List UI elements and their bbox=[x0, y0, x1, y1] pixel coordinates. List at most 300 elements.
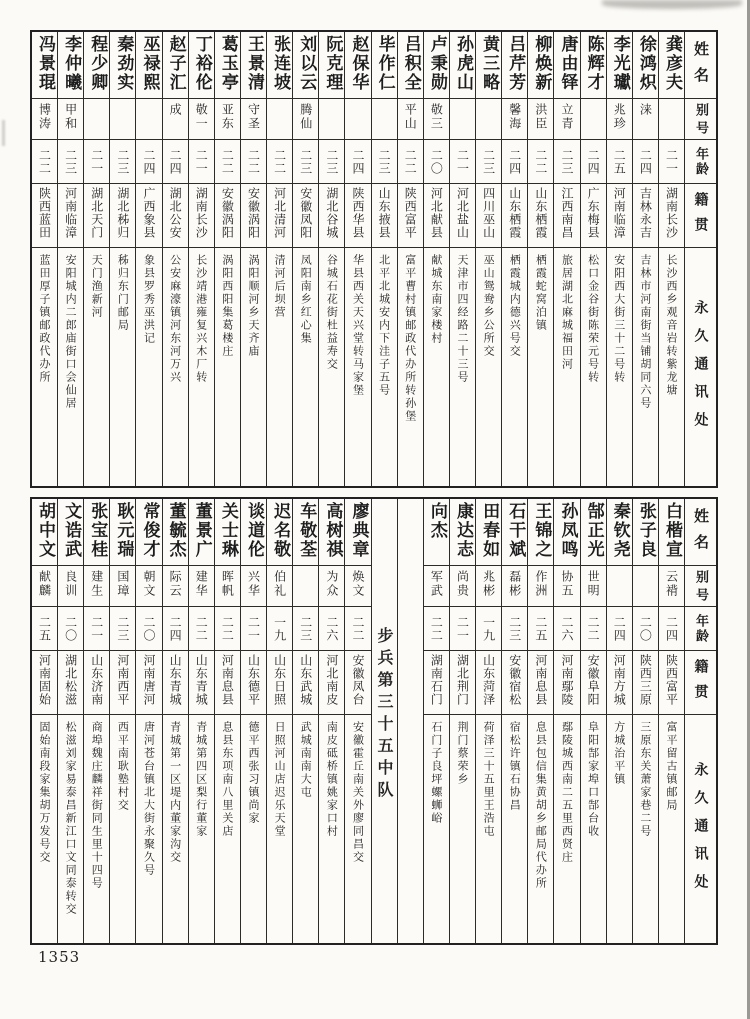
person-native-place: 湖北谷城 bbox=[319, 184, 344, 248]
person-name: 王锦之 bbox=[528, 499, 553, 566]
person-address: 鄢陵城西南二五里西贤庄 bbox=[560, 721, 574, 864]
person-age: 二六 bbox=[554, 607, 579, 651]
person-column bbox=[214, 499, 240, 943]
person-column bbox=[397, 32, 423, 486]
person-alias bbox=[372, 99, 397, 140]
header-alias: 别号 bbox=[685, 99, 716, 140]
person-native-place: 湖南长沙 bbox=[659, 184, 684, 248]
person-address: 石门子良坪螺蛳峪 bbox=[429, 721, 443, 825]
person-column bbox=[83, 499, 109, 943]
person-column bbox=[135, 32, 161, 486]
person-address: 息县包信集黄胡乡邮局代办所 bbox=[534, 721, 548, 890]
person-column bbox=[188, 32, 214, 486]
person-address: 栖霞蛇窝泊镇 bbox=[534, 254, 548, 332]
person-name: 冯景琨 bbox=[32, 32, 57, 99]
person-alias bbox=[659, 99, 684, 140]
person-name: 唐由铎 bbox=[554, 32, 579, 99]
person-native-place: 山东栖霞 bbox=[528, 184, 553, 248]
person-name: 郜正光 bbox=[581, 499, 606, 566]
person-name: 巫禄熙 bbox=[136, 32, 161, 99]
person-age: 二二 bbox=[189, 607, 214, 651]
person-name: 耿元瑞 bbox=[110, 499, 135, 566]
person-column bbox=[318, 32, 344, 486]
person-address: 秭归东门邮局 bbox=[116, 254, 130, 332]
person-column bbox=[32, 32, 57, 486]
person-column bbox=[83, 32, 109, 486]
header-address: 永久通讯处 bbox=[692, 762, 709, 902]
person-column bbox=[292, 32, 318, 486]
header-column bbox=[684, 32, 716, 486]
person-alias: 协五 bbox=[554, 566, 579, 607]
person-address: 巫山鸳鸯乡公所交 bbox=[482, 254, 496, 358]
person-alias bbox=[476, 99, 501, 140]
person-alias: 平山 bbox=[398, 99, 423, 140]
header-address: 永久通讯处 bbox=[692, 300, 709, 440]
person-name: 柳焕新 bbox=[528, 32, 553, 99]
person-name: 程少卿 bbox=[84, 32, 109, 99]
header-age: 年龄 bbox=[685, 607, 716, 651]
person-address: 栖霞城内德兴号交 bbox=[508, 254, 522, 358]
person-alias bbox=[581, 99, 606, 140]
person-address: 天津市四经路二十三号 bbox=[455, 254, 469, 384]
person-age: 二五 bbox=[528, 607, 553, 651]
person-address: 富平曹村镇邮政代办所转孙堡 bbox=[403, 254, 417, 423]
person-alias: 兴华 bbox=[241, 566, 266, 607]
person-age: 二三 bbox=[372, 140, 397, 184]
person-name: 车敬荃 bbox=[293, 499, 318, 566]
person-address: 唐河苍台镇北大街永聚久号 bbox=[142, 721, 156, 877]
person-alias: 焕文 bbox=[345, 566, 370, 607]
person-column bbox=[292, 499, 318, 943]
person-address: 涡阳顺河乡天齐庙 bbox=[246, 254, 260, 358]
person-address: 北平北城安内下洼子五号 bbox=[377, 254, 391, 397]
person-name: 秦劲实 bbox=[110, 32, 135, 99]
person-column bbox=[501, 499, 527, 943]
person-native-place: 河南方城 bbox=[607, 651, 632, 715]
person-native-place: 河北盐山 bbox=[450, 184, 475, 248]
person-native-place: 河南唐河 bbox=[136, 651, 161, 715]
person-alias: 敬一 bbox=[189, 99, 214, 140]
person-native-place: 安徽凤台 bbox=[345, 651, 370, 715]
person-name: 阮克理 bbox=[319, 32, 344, 99]
person-alias: 馨海 bbox=[502, 99, 527, 140]
person-age: 二一 bbox=[241, 607, 266, 651]
person-native-place: 湖南石门 bbox=[424, 651, 449, 715]
person-age: 二一 bbox=[450, 140, 475, 184]
person-alias bbox=[84, 99, 109, 140]
person-address: 荆门蔡荣乡 bbox=[455, 721, 469, 786]
person-address: 南皮砥桥镇姚家口村 bbox=[325, 721, 339, 838]
person-column bbox=[580, 32, 606, 486]
person-column bbox=[162, 32, 188, 486]
person-age: 二三 bbox=[58, 140, 83, 184]
person-native-place: 湖北公安 bbox=[163, 184, 188, 248]
person-column bbox=[188, 499, 214, 943]
person-name: 李仲曦 bbox=[58, 32, 83, 99]
person-age: 二一 bbox=[659, 140, 684, 184]
person-alias: 云褙 bbox=[659, 566, 684, 607]
header-name: 姓名 bbox=[685, 32, 716, 99]
empty-column bbox=[397, 499, 423, 943]
person-column bbox=[240, 499, 266, 943]
person-alias: 博涛 bbox=[32, 99, 57, 140]
person-address: 三原东关萧家巷二号 bbox=[638, 721, 652, 838]
person-column bbox=[580, 499, 606, 943]
person-native-place: 安徽涡阳 bbox=[215, 184, 240, 248]
scan-artifact-top-smudge bbox=[602, 0, 742, 9]
person-address: 武城南南大屯 bbox=[299, 721, 313, 799]
person-native-place: 山东武城 bbox=[293, 651, 318, 715]
person-address: 谷城石花街杜益寿交 bbox=[325, 254, 339, 371]
person-column bbox=[606, 32, 632, 486]
person-column bbox=[57, 32, 83, 486]
person-alias: 洪臣 bbox=[528, 99, 553, 140]
person-native-place: 湖北松滋 bbox=[58, 651, 83, 715]
unit-note: 步兵第三十五中队 bbox=[375, 627, 394, 803]
person-native-place: 吉林永吉 bbox=[633, 184, 658, 248]
person-name: 关士琳 bbox=[215, 499, 240, 566]
person-name: 孙虎山 bbox=[450, 32, 475, 99]
person-column bbox=[527, 499, 553, 943]
person-name: 董景广 bbox=[189, 499, 214, 566]
person-address: 松滋刘家易泰昌新江口文同泰转交 bbox=[64, 721, 78, 916]
person-age: 二五 bbox=[32, 607, 57, 651]
person-address: 天门渔新河 bbox=[90, 254, 104, 319]
person-name: 文诰武 bbox=[58, 499, 83, 566]
person-age: 二二 bbox=[32, 140, 57, 184]
person-age: 二四 bbox=[163, 607, 188, 651]
roster-table-upper bbox=[30, 30, 718, 488]
header-column bbox=[684, 499, 716, 943]
person-native-place: 山东青城 bbox=[189, 651, 214, 715]
person-name: 迟名敬 bbox=[267, 499, 292, 566]
person-native-place: 山东德平 bbox=[241, 651, 266, 715]
person-age: 二四 bbox=[633, 140, 658, 184]
person-age: 二一 bbox=[450, 607, 475, 651]
person-age: 二四 bbox=[659, 607, 684, 651]
person-column bbox=[449, 32, 475, 486]
person-alias: 国璋 bbox=[110, 566, 135, 607]
person-native-place: 安徽宿松 bbox=[502, 651, 527, 715]
person-column bbox=[371, 32, 397, 486]
person-alias: 成 bbox=[163, 99, 188, 140]
person-column bbox=[57, 499, 83, 943]
person-name: 董毓杰 bbox=[163, 499, 188, 566]
person-native-place: 四川巫山 bbox=[476, 184, 501, 248]
person-name: 葛玉亭 bbox=[215, 32, 240, 99]
person-address: 青城第四区梨行董家 bbox=[194, 721, 208, 838]
header-alias: 别号 bbox=[685, 566, 716, 607]
scan-artifact-left-speck bbox=[2, 120, 5, 146]
header-age: 年龄 bbox=[685, 140, 716, 184]
person-column bbox=[109, 32, 135, 486]
person-address: 清河后坝营 bbox=[273, 254, 287, 319]
person-column bbox=[449, 499, 475, 943]
person-alias: 腾仙 bbox=[293, 99, 318, 140]
person-alias: 世明 bbox=[581, 566, 606, 607]
person-name: 陈辉才 bbox=[581, 32, 606, 99]
person-native-place: 陕西富平 bbox=[659, 651, 684, 715]
person-name: 赵保华 bbox=[345, 32, 370, 99]
person-alias: 建华 bbox=[189, 566, 214, 607]
person-alias: 际云 bbox=[163, 566, 188, 607]
person-native-place: 广东梅县 bbox=[581, 184, 606, 248]
person-alias: 守圣 bbox=[241, 99, 266, 140]
person-name: 孙凤鸣 bbox=[554, 499, 579, 566]
person-native-place: 河北清河 bbox=[267, 184, 292, 248]
person-age: 一九 bbox=[267, 607, 292, 651]
person-column bbox=[423, 32, 449, 486]
person-name: 黄三略 bbox=[476, 32, 501, 99]
person-address: 蓝田厚子镇邮政代办所 bbox=[37, 254, 51, 384]
roster-table-lower bbox=[30, 497, 718, 945]
person-alias: 磊彬 bbox=[502, 566, 527, 607]
person-age: 二六 bbox=[319, 607, 344, 651]
person-address: 荷泽三十五里王浩屯 bbox=[482, 721, 496, 838]
person-age: 二三 bbox=[110, 140, 135, 184]
person-column bbox=[527, 32, 553, 486]
person-native-place: 陕西三原 bbox=[633, 651, 658, 715]
person-name: 吕芹芳 bbox=[502, 32, 527, 99]
person-name: 张宝桂 bbox=[84, 499, 109, 566]
person-alias: 亚东 bbox=[215, 99, 240, 140]
person-name: 向杰 bbox=[424, 499, 449, 566]
person-native-place: 河南息县 bbox=[528, 651, 553, 715]
person-name: 张子良 bbox=[633, 499, 658, 566]
person-address: 献城东南家楼村 bbox=[429, 254, 443, 345]
person-address: 方城治平镇 bbox=[612, 721, 626, 786]
person-age: 二四 bbox=[136, 140, 161, 184]
person-name: 赵子汇 bbox=[163, 32, 188, 99]
person-native-place: 山东栖霞 bbox=[502, 184, 527, 248]
person-column bbox=[475, 499, 501, 943]
person-age: 二二 bbox=[241, 140, 266, 184]
person-alias bbox=[267, 99, 292, 140]
person-name: 田春如 bbox=[476, 499, 501, 566]
person-alias: 朝文 bbox=[136, 566, 161, 607]
person-name: 毕作仁 bbox=[372, 32, 397, 99]
person-address: 松口金谷街陈荣元号转 bbox=[586, 254, 600, 384]
person-address: 安阳城内二郎庙街口会仙居 bbox=[64, 254, 78, 410]
person-native-place: 广西象县 bbox=[136, 184, 161, 248]
person-name: 丁裕伦 bbox=[189, 32, 214, 99]
person-name: 谈道伦 bbox=[241, 499, 266, 566]
person-address: 公安麻濠镇河东河万兴 bbox=[168, 254, 182, 384]
person-alias: 敬三 bbox=[424, 99, 449, 140]
person-name: 常俊才 bbox=[136, 499, 161, 566]
person-address: 西平南耿塾村交 bbox=[116, 721, 130, 812]
person-alias: 涞 bbox=[633, 99, 658, 140]
person-age: 二三 bbox=[110, 607, 135, 651]
person-address: 固始南段家集胡万发号交 bbox=[37, 721, 51, 864]
person-native-place: 河南临漳 bbox=[607, 184, 632, 248]
person-native-place: 安徽凤阳 bbox=[293, 184, 318, 248]
person-native-place: 陕西蓝田 bbox=[32, 184, 57, 248]
person-column bbox=[318, 499, 344, 943]
person-native-place: 湖北秭归 bbox=[110, 184, 135, 248]
person-alias bbox=[633, 566, 658, 607]
person-native-place: 陕西华县 bbox=[345, 184, 370, 248]
person-address: 商埠魏庄麟祥街同生里十四号 bbox=[90, 721, 104, 890]
person-age: 二一 bbox=[84, 607, 109, 651]
person-name: 卢秉勋 bbox=[424, 32, 449, 99]
person-column bbox=[423, 499, 449, 943]
person-alias: 尚贵 bbox=[450, 566, 475, 607]
person-alias bbox=[293, 566, 318, 607]
person-age: 二二 bbox=[528, 140, 553, 184]
person-alias: 兆彬 bbox=[476, 566, 501, 607]
person-name: 高树祺 bbox=[319, 499, 344, 566]
person-age: 二三 bbox=[293, 140, 318, 184]
person-age: 二三 bbox=[554, 140, 579, 184]
person-name: 刘以云 bbox=[293, 32, 318, 99]
person-address: 德平西张习镇尚家 bbox=[246, 721, 260, 825]
person-address: 日照河山店迟乐天堂 bbox=[273, 721, 287, 838]
person-alias: 作洲 bbox=[528, 566, 553, 607]
page-number: 1353 bbox=[38, 948, 81, 966]
person-column bbox=[344, 499, 370, 943]
person-alias: 立青 bbox=[554, 99, 579, 140]
person-age: 二五 bbox=[607, 140, 632, 184]
person-age: 二二 bbox=[267, 140, 292, 184]
person-column bbox=[553, 499, 579, 943]
person-alias: 为众 bbox=[319, 566, 344, 607]
person-column bbox=[553, 32, 579, 486]
person-native-place: 湖北荆门 bbox=[450, 651, 475, 715]
person-age: 二三 bbox=[476, 140, 501, 184]
person-column bbox=[632, 32, 658, 486]
person-age: 二二 bbox=[215, 140, 240, 184]
person-age: 二四 bbox=[581, 140, 606, 184]
person-age: 二三 bbox=[293, 607, 318, 651]
person-column bbox=[632, 499, 658, 943]
person-name: 胡中文 bbox=[32, 499, 57, 566]
person-name: 白楷宣 bbox=[659, 499, 684, 566]
person-alias bbox=[450, 99, 475, 140]
person-age: 二三 bbox=[502, 607, 527, 651]
person-age: 二二 bbox=[345, 607, 370, 651]
person-native-place: 山东青城 bbox=[163, 651, 188, 715]
person-alias: 军武 bbox=[424, 566, 449, 607]
person-column bbox=[214, 32, 240, 486]
person-column bbox=[658, 499, 684, 943]
person-native-place: 山东日照 bbox=[267, 651, 292, 715]
person-name: 徐鸿炽 bbox=[633, 32, 658, 99]
person-age: 二四 bbox=[345, 140, 370, 184]
person-native-place: 山东掖县 bbox=[372, 184, 397, 248]
header-name: 姓名 bbox=[685, 499, 716, 566]
person-native-place: 湖北天门 bbox=[84, 184, 109, 248]
person-column bbox=[501, 32, 527, 486]
person-address: 安阳西大街三十二号转 bbox=[612, 254, 626, 384]
person-alias: 建生 bbox=[84, 566, 109, 607]
person-address: 宿松许镇石协昌 bbox=[508, 721, 522, 812]
person-age: 二四 bbox=[163, 140, 188, 184]
person-native-place: 安徽阜阳 bbox=[581, 651, 606, 715]
person-age: 二一 bbox=[189, 140, 214, 184]
person-alias bbox=[110, 99, 135, 140]
person-address: 长沙靖港雍复兴木厂转 bbox=[194, 254, 208, 384]
person-native-place: 山东济南 bbox=[84, 651, 109, 715]
person-column bbox=[266, 499, 292, 943]
person-alias bbox=[136, 99, 161, 140]
person-native-place: 河南临漳 bbox=[58, 184, 83, 248]
person-native-place: 山东菏泽 bbox=[476, 651, 501, 715]
person-alias bbox=[319, 99, 344, 140]
person-alias: 伯礼 bbox=[267, 566, 292, 607]
person-column bbox=[135, 499, 161, 943]
person-alias: 甲和 bbox=[58, 99, 83, 140]
person-address: 息县东项南八里关店 bbox=[220, 721, 234, 838]
person-native-place: 江西南昌 bbox=[554, 184, 579, 248]
person-alias bbox=[345, 99, 370, 140]
person-age: 二二 bbox=[581, 607, 606, 651]
person-age: 二二 bbox=[424, 607, 449, 651]
header-native-place: 籍贯 bbox=[685, 651, 716, 715]
person-name: 廖典章 bbox=[345, 499, 370, 566]
person-age: 二四 bbox=[502, 140, 527, 184]
person-name: 李光瓛 bbox=[607, 32, 632, 99]
person-age: 二〇 bbox=[424, 140, 449, 184]
person-age: 二二 bbox=[215, 607, 240, 651]
person-column bbox=[266, 32, 292, 486]
person-name: 石干斌 bbox=[502, 499, 527, 566]
person-address: 吉林市河南街当铺胡同六号 bbox=[638, 254, 652, 410]
person-column bbox=[240, 32, 266, 486]
person-column bbox=[344, 32, 370, 486]
person-age: 二〇 bbox=[633, 607, 658, 651]
person-name: 秦钦尧 bbox=[607, 499, 632, 566]
person-column bbox=[606, 499, 632, 943]
person-age: 二四 bbox=[607, 607, 632, 651]
person-address: 象县罗秀巫洪记 bbox=[142, 254, 156, 345]
person-address: 富平留古镇邮局 bbox=[664, 721, 678, 812]
person-address: 旅居湖北麻城福田河 bbox=[560, 254, 574, 371]
person-native-place: 陕西富平 bbox=[398, 184, 423, 248]
person-address: 凤阳南乡红心集 bbox=[299, 254, 313, 345]
person-address: 华县西关天兴堂转马家堡 bbox=[351, 254, 365, 397]
person-alias bbox=[607, 566, 632, 607]
person-native-place: 河北献县 bbox=[424, 184, 449, 248]
person-address: 长沙西乡观音岩转紫龙塘 bbox=[664, 254, 678, 397]
person-address: 阜阳郜家埠口郜台收 bbox=[586, 721, 600, 838]
person-native-place: 河南鄢陵 bbox=[554, 651, 579, 715]
person-column bbox=[162, 499, 188, 943]
person-column bbox=[658, 32, 684, 486]
person-native-place: 河北南皮 bbox=[319, 651, 344, 715]
person-age: 一九 bbox=[476, 607, 501, 651]
person-name: 吕积全 bbox=[398, 32, 423, 99]
person-column bbox=[109, 499, 135, 943]
person-alias: 献麟 bbox=[32, 566, 57, 607]
person-age: 二一 bbox=[84, 140, 109, 184]
person-alias: 晖帆 bbox=[215, 566, 240, 607]
person-name: 龚彦夫 bbox=[659, 32, 684, 99]
person-name: 张连坡 bbox=[267, 32, 292, 99]
person-native-place: 河南西平 bbox=[110, 651, 135, 715]
person-address: 安徽霍丘南关外廖同昌交 bbox=[351, 721, 365, 864]
person-column bbox=[32, 499, 57, 943]
person-address: 青城第一区堤内董家沟交 bbox=[168, 721, 182, 864]
person-column bbox=[475, 32, 501, 486]
person-age: 二〇 bbox=[136, 607, 161, 651]
person-native-place: 河南息县 bbox=[215, 651, 240, 715]
person-age: 二三 bbox=[319, 140, 344, 184]
person-native-place: 安徽涡阳 bbox=[241, 184, 266, 248]
person-alias: 兆珍 bbox=[607, 99, 632, 140]
person-alias: 良训 bbox=[58, 566, 83, 607]
person-age: 二二 bbox=[398, 140, 423, 184]
